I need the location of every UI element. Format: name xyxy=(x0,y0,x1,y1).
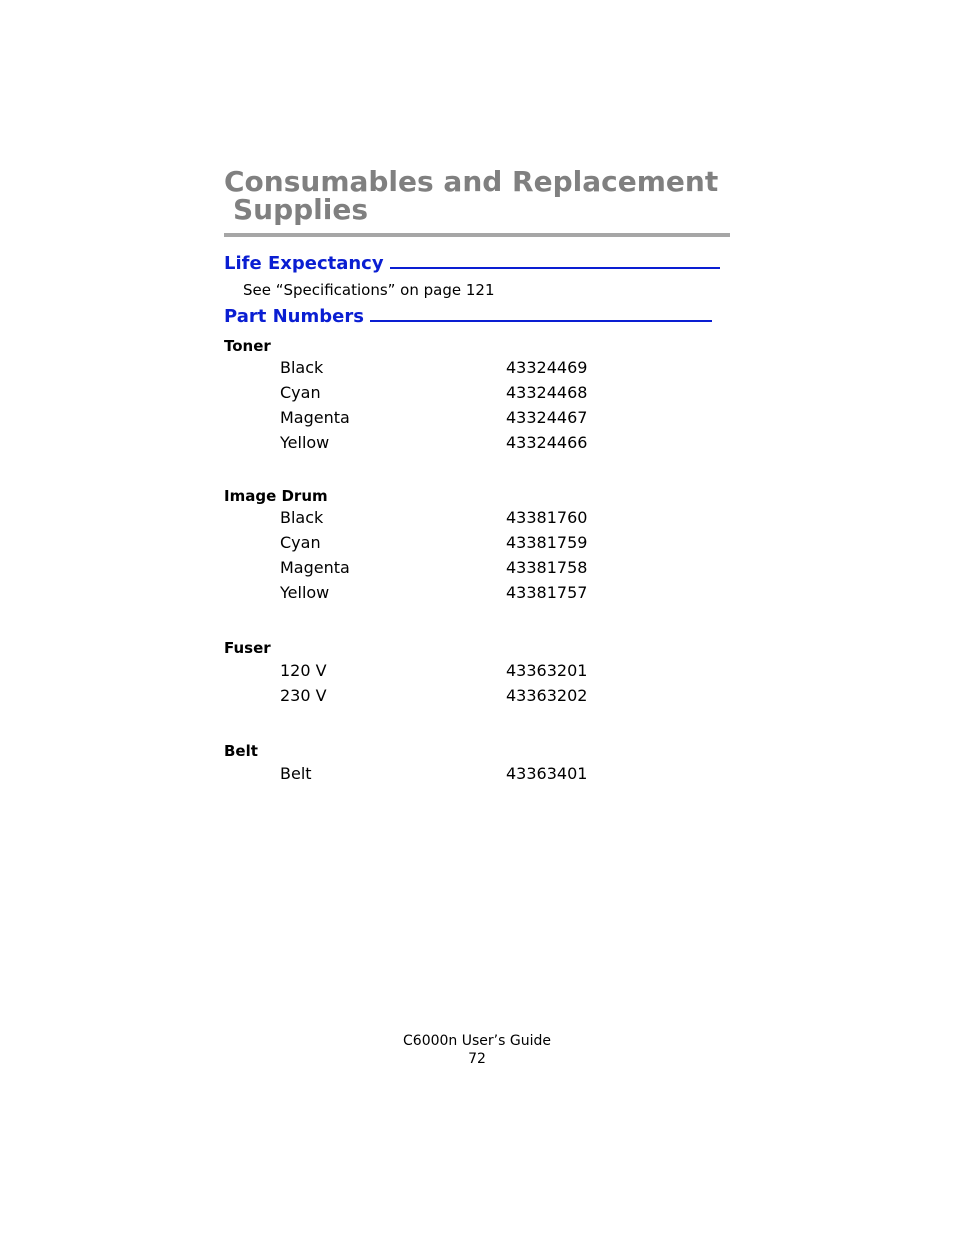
part-row xyxy=(280,407,620,429)
page-number: 72 xyxy=(468,1051,486,1067)
part-name: Belt xyxy=(280,764,312,783)
part-name: Yellow xyxy=(280,433,330,452)
part-name: Magenta xyxy=(280,558,350,577)
title-rule xyxy=(224,233,730,237)
part-row xyxy=(280,557,620,579)
part-row xyxy=(280,382,620,404)
part-numbers-heading xyxy=(224,305,712,328)
part-name: Black xyxy=(280,358,324,377)
part-number: 43381760 xyxy=(506,508,588,527)
part-name: Cyan xyxy=(280,533,321,552)
page-title xyxy=(224,165,730,226)
part-number: 43381757 xyxy=(506,583,588,602)
part-name: Yellow xyxy=(280,583,330,602)
part-numbers-heading-text: Part Numbers xyxy=(224,306,364,327)
heading-rule xyxy=(390,252,720,269)
part-name: Cyan xyxy=(280,383,321,402)
part-number: 43324469 xyxy=(506,358,588,377)
part-number: 43381759 xyxy=(506,533,588,552)
life-expectancy-heading-text: Life Expectancy xyxy=(224,253,384,274)
group-label-image-drum: Image Drum xyxy=(224,487,328,505)
group-label-toner: Toner xyxy=(224,337,271,355)
part-row xyxy=(280,660,620,682)
part-name: Magenta xyxy=(280,408,350,427)
page-footer xyxy=(377,1032,577,1068)
part-number: 43363202 xyxy=(506,686,588,705)
page-title-line-2: Supplies xyxy=(233,193,369,226)
part-number: 43363201 xyxy=(506,661,588,680)
heading-rule xyxy=(370,305,712,322)
part-row xyxy=(280,685,620,707)
part-row xyxy=(280,507,620,529)
part-row xyxy=(280,763,620,785)
part-row xyxy=(280,582,620,604)
part-row xyxy=(280,357,620,379)
specifications-reference: See “Specifications” on page 121 xyxy=(243,281,495,299)
group-label-belt: Belt xyxy=(224,742,258,760)
part-number: 43381758 xyxy=(506,558,588,577)
group-label-fuser: Fuser xyxy=(224,639,271,657)
part-row xyxy=(280,532,620,554)
part-row xyxy=(280,432,620,454)
part-number: 43324466 xyxy=(506,433,588,452)
part-number: 43324468 xyxy=(506,383,588,402)
part-name: 230 V xyxy=(280,686,327,705)
footer-guide-title: C6000n User’s Guide xyxy=(403,1033,551,1049)
part-number: 43363401 xyxy=(506,764,588,783)
life-expectancy-heading xyxy=(224,252,720,275)
part-number: 43324467 xyxy=(506,408,588,427)
part-name: Black xyxy=(280,508,324,527)
page-title-line-1: Consumables and Replacement xyxy=(224,165,719,198)
part-name: 120 V xyxy=(280,661,327,680)
